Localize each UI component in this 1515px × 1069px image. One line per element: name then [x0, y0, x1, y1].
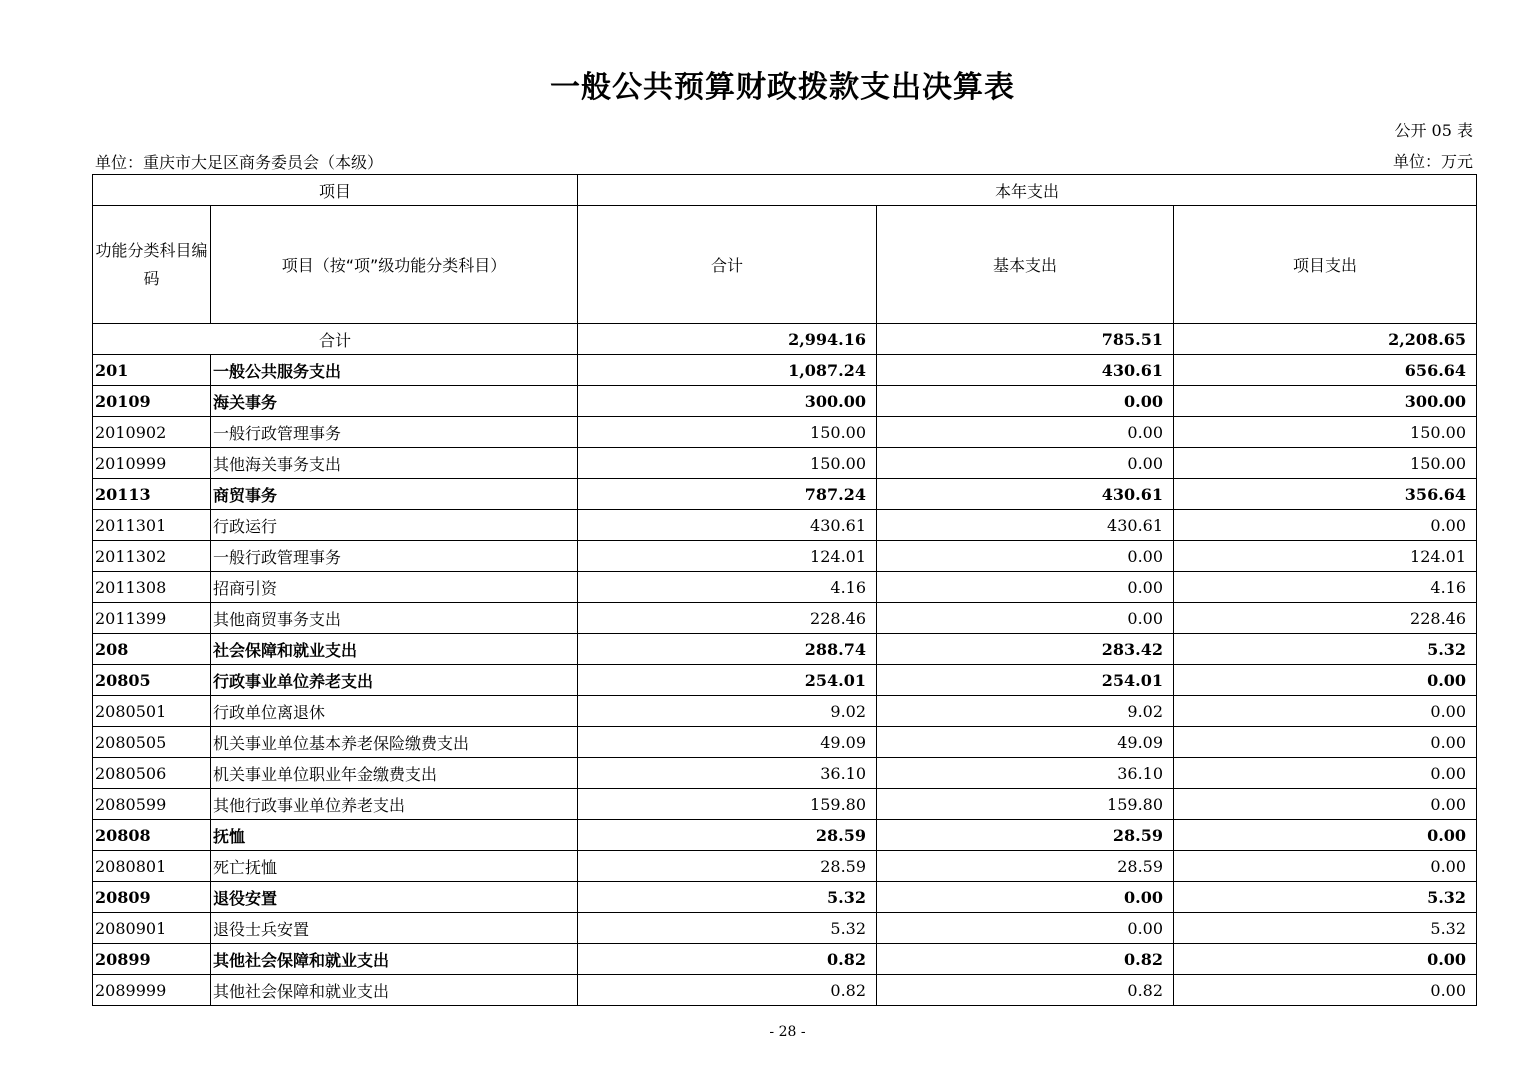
table-number: 公开 05 表 [1394, 121, 1473, 140]
row-code: 2011301 [93, 510, 211, 541]
row-basic: 0.00 [877, 603, 1174, 634]
row-code: 20113 [93, 479, 211, 510]
row-total: 254.01 [578, 665, 877, 696]
row-basic: 430.61 [877, 510, 1174, 541]
row-project: 300.00 [1174, 386, 1477, 417]
row-project: 4.16 [1174, 572, 1477, 603]
row-name: 社会保障和就业支出 [211, 634, 578, 665]
header-name: 项目（按“项”级功能分类科目） [211, 206, 578, 324]
row-name: 行政事业单位养老支出 [211, 665, 578, 696]
row-total: 288.74 [578, 634, 877, 665]
row-code: 2011308 [93, 572, 211, 603]
row-total: 28.59 [578, 820, 877, 851]
row-code: 2089999 [93, 975, 211, 1006]
page-number: - 28 - [769, 1024, 806, 1040]
row-basic: 254.01 [877, 665, 1174, 696]
row-project: 5.32 [1174, 913, 1477, 944]
row-name: 一般公共服务支出 [211, 355, 578, 386]
row-name: 一般行政管理事务 [211, 417, 578, 448]
table-row [93, 727, 1477, 758]
row-project: 656.64 [1174, 355, 1477, 386]
row-code: 20805 [93, 665, 211, 696]
row-total: 49.09 [578, 727, 877, 758]
row-total: 0.82 [578, 944, 877, 975]
row-basic: 0.00 [877, 913, 1174, 944]
expenditure-table [92, 174, 1477, 1006]
row-name: 其他商贸事务支出 [211, 603, 578, 634]
row-code: 2080506 [93, 758, 211, 789]
total-label: 合计 [93, 324, 578, 355]
row-code: 2011302 [93, 541, 211, 572]
row-name: 海关事务 [211, 386, 578, 417]
row-total: 430.61 [578, 510, 877, 541]
total-basic: 785.51 [877, 324, 1174, 355]
table-row [93, 758, 1477, 789]
table-row [93, 510, 1477, 541]
row-basic: 0.00 [877, 386, 1174, 417]
row-basic: 28.59 [877, 820, 1174, 851]
table-row [93, 572, 1477, 603]
row-total: 150.00 [578, 448, 877, 479]
row-total: 5.32 [578, 913, 877, 944]
row-name: 行政单位离退休 [211, 696, 578, 727]
header-project: 项目支出 [1174, 206, 1477, 324]
row-name: 一般行政管理事务 [211, 541, 578, 572]
row-total: 36.10 [578, 758, 877, 789]
total-row [93, 324, 1477, 355]
row-total: 300.00 [578, 386, 877, 417]
page-title: 一般公共预算财政拨款支出决算表 [550, 70, 1015, 105]
header-total: 合计 [578, 206, 877, 324]
table-row [93, 851, 1477, 882]
row-project: 0.00 [1174, 975, 1477, 1006]
row-code: 2080801 [93, 851, 211, 882]
row-project: 150.00 [1174, 417, 1477, 448]
row-total: 124.01 [578, 541, 877, 572]
table-row [93, 913, 1477, 944]
row-total: 5.32 [578, 882, 877, 913]
row-name: 抚恤 [211, 820, 578, 851]
row-total: 1,087.24 [578, 355, 877, 386]
row-code: 2010902 [93, 417, 211, 448]
row-name: 其他海关事务支出 [211, 448, 578, 479]
table-row [93, 417, 1477, 448]
row-code: 2080901 [93, 913, 211, 944]
row-basic: 430.61 [877, 355, 1174, 386]
table-row [93, 448, 1477, 479]
row-total: 28.59 [578, 851, 877, 882]
row-code: 2080599 [93, 789, 211, 820]
row-total: 0.82 [578, 975, 877, 1006]
table-row [93, 541, 1477, 572]
row-project: 0.00 [1174, 665, 1477, 696]
header-current-year: 本年支出 [578, 175, 1477, 206]
row-code: 20109 [93, 386, 211, 417]
table-row [93, 603, 1477, 634]
row-name: 行政运行 [211, 510, 578, 541]
row-project: 0.00 [1174, 758, 1477, 789]
header-basic: 基本支出 [877, 206, 1174, 324]
row-basic: 9.02 [877, 696, 1174, 727]
currency-unit: 单位：万元 [1392, 152, 1473, 171]
header-code: 功能分类科目编码 [93, 206, 211, 324]
row-total: 228.46 [578, 603, 877, 634]
row-name: 退役安置 [211, 882, 578, 913]
row-code: 201 [93, 355, 211, 386]
row-basic: 0.00 [877, 417, 1174, 448]
row-name: 其他社会保障和就业支出 [211, 944, 578, 975]
table-row [93, 665, 1477, 696]
row-basic: 283.42 [877, 634, 1174, 665]
row-total: 4.16 [578, 572, 877, 603]
row-project: 150.00 [1174, 448, 1477, 479]
table-row [93, 975, 1477, 1006]
row-project: 228.46 [1174, 603, 1477, 634]
total-sum: 2,994.16 [578, 324, 877, 355]
row-code: 2011399 [93, 603, 211, 634]
row-project: 0.00 [1174, 820, 1477, 851]
total-project: 2,208.65 [1174, 324, 1477, 355]
row-project: 0.00 [1174, 789, 1477, 820]
row-name: 其他社会保障和就业支出 [211, 975, 578, 1006]
row-project: 0.00 [1174, 510, 1477, 541]
row-basic: 49.09 [877, 727, 1174, 758]
table-row [93, 789, 1477, 820]
row-name: 招商引资 [211, 572, 578, 603]
table-row [93, 882, 1477, 913]
row-code: 20809 [93, 882, 211, 913]
row-basic: 36.10 [877, 758, 1174, 789]
row-project: 0.00 [1174, 851, 1477, 882]
row-basic: 0.00 [877, 448, 1174, 479]
row-total: 9.02 [578, 696, 877, 727]
row-name: 机关事业单位基本养老保险缴费支出 [211, 727, 578, 758]
row-project: 124.01 [1174, 541, 1477, 572]
table-row [93, 355, 1477, 386]
row-name: 商贸事务 [211, 479, 578, 510]
row-basic: 0.82 [877, 944, 1174, 975]
row-code: 2080505 [93, 727, 211, 758]
table-row [93, 634, 1477, 665]
row-basic: 0.82 [877, 975, 1174, 1006]
row-name: 死亡抚恤 [211, 851, 578, 882]
header-item: 项目 [93, 175, 578, 206]
row-total: 150.00 [578, 417, 877, 448]
row-code: 20899 [93, 944, 211, 975]
row-name: 机关事业单位职业年金缴费支出 [211, 758, 578, 789]
row-project: 0.00 [1174, 944, 1477, 975]
row-name: 其他行政事业单位养老支出 [211, 789, 578, 820]
row-project: 0.00 [1174, 696, 1477, 727]
row-basic: 0.00 [877, 572, 1174, 603]
row-project: 356.64 [1174, 479, 1477, 510]
row-total: 787.24 [578, 479, 877, 510]
row-project: 0.00 [1174, 727, 1477, 758]
row-name: 退役士兵安置 [211, 913, 578, 944]
table-row [93, 696, 1477, 727]
row-project: 5.32 [1174, 634, 1477, 665]
row-code: 20808 [93, 820, 211, 851]
row-basic: 28.59 [877, 851, 1174, 882]
reporting-unit: 单位：重庆市大足区商务委员会（本级） [95, 153, 384, 172]
row-basic: 0.00 [877, 882, 1174, 913]
table-row [93, 386, 1477, 417]
row-project: 5.32 [1174, 882, 1477, 913]
table-row [93, 944, 1477, 975]
table-row [93, 479, 1477, 510]
row-basic: 159.80 [877, 789, 1174, 820]
row-code: 2010999 [93, 448, 211, 479]
row-code: 208 [93, 634, 211, 665]
row-basic: 0.00 [877, 541, 1174, 572]
table-row [93, 820, 1477, 851]
row-basic: 430.61 [877, 479, 1174, 510]
row-total: 159.80 [578, 789, 877, 820]
row-code: 2080501 [93, 696, 211, 727]
